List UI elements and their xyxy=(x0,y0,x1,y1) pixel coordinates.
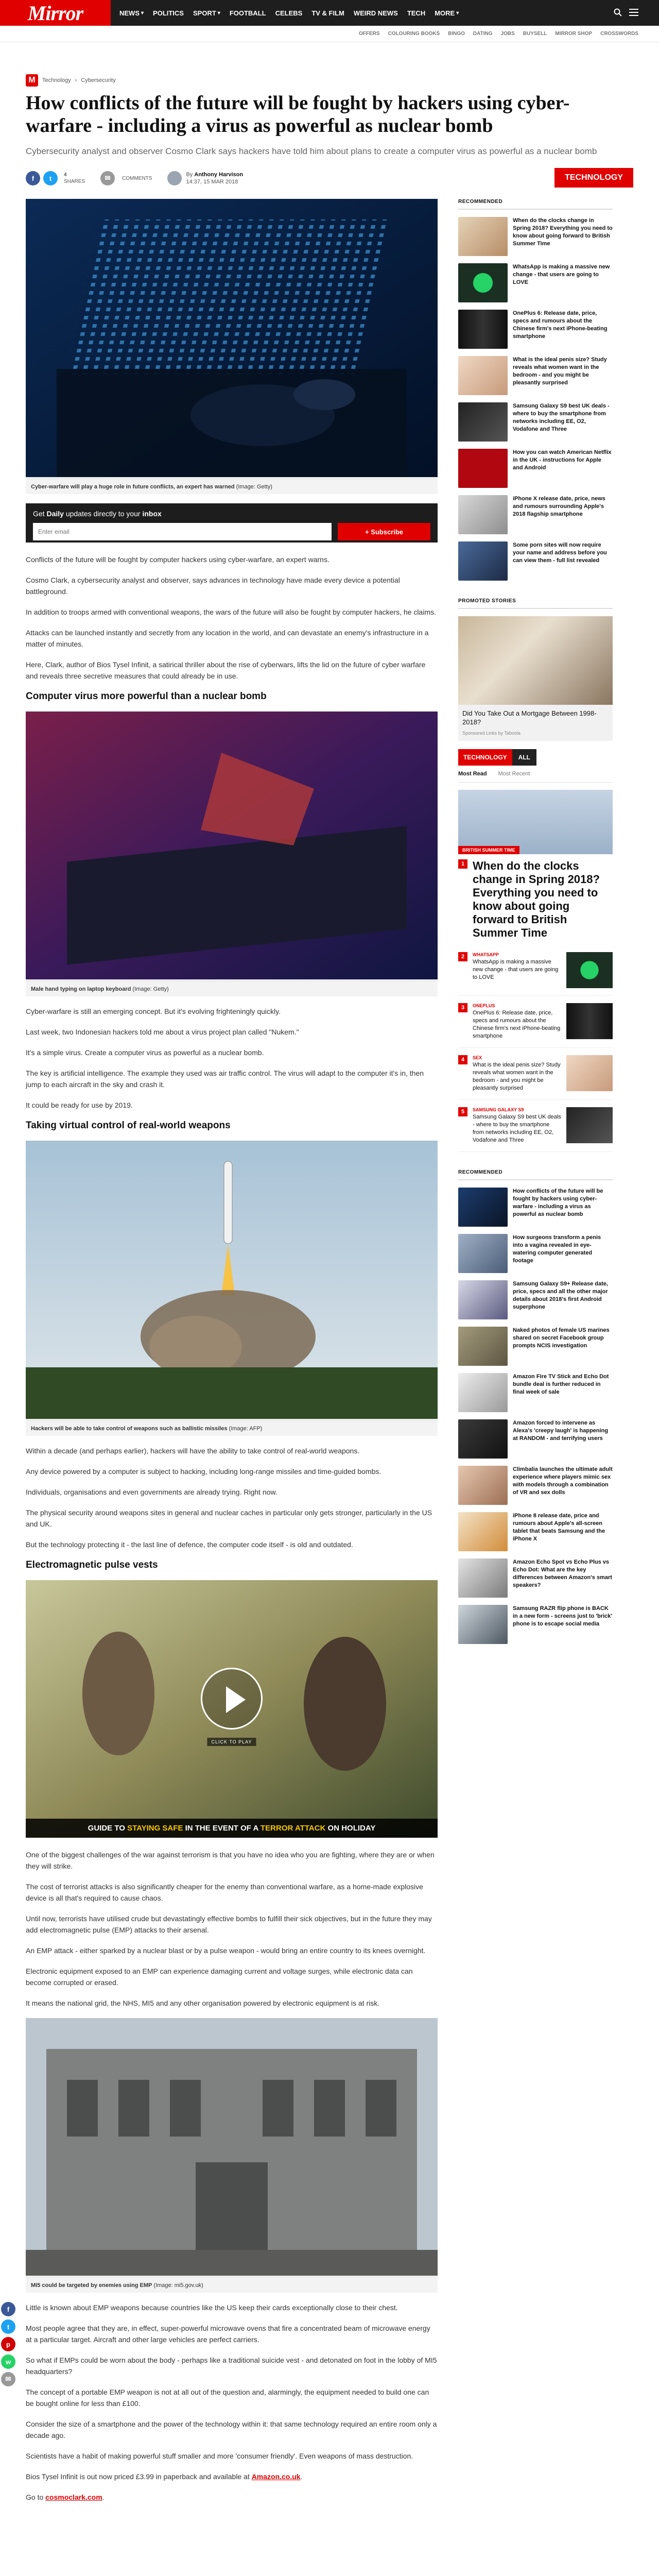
rank-number: 5 xyxy=(458,1107,467,1116)
recommended-item[interactable]: When do the clocks change in Spring 2018? Everything you need to know about going forward to British Summer Time xyxy=(458,217,613,256)
body-paragraph: Conflicts of the future will be fought by computer hackers using cyber-warfare, an expert warns. xyxy=(26,555,330,564)
article-meta xyxy=(26,168,633,189)
recommended-item[interactable]: Some porn sites will now require your name and address before you can view them - full list revealed xyxy=(458,541,613,581)
recommended-item[interactable]: Amazon Echo Spot vs Echo Plus vs Echo Dot: What are the key differences between Amazon's smart speakers? xyxy=(458,1558,613,1598)
subtab-most-recent[interactable]: Most Recent xyxy=(498,771,530,777)
recommended-item[interactable]: Samsung Galaxy S9+ Release date, price, specs and all the other major details about 2018's first Android superphone xyxy=(458,1280,613,1319)
video-player[interactable] xyxy=(26,1580,438,1838)
recommended-item[interactable]: Samsung Galaxy S9 best UK deals - where to buy the smartphone from networks including EE, O2, Vodafone and Three xyxy=(458,402,613,442)
subheading-virus: Computer virus more powerful than a nuclear bomb xyxy=(26,691,267,702)
nav-sport[interactable]: SPORT ▾ xyxy=(188,0,225,26)
menu-icon[interactable] xyxy=(629,9,638,18)
most-read-subtabs xyxy=(458,766,613,783)
recommended-heading-2: RECOMMENDED xyxy=(458,1170,613,1180)
body-paragraph: Here, Clark, author of Bios Tysel Infinit, a satirical thriller about the rise of cyberwars, lifts the lid on the future of cyber warfare and reveals three secretive measures that could already be in use. xyxy=(26,660,426,680)
body-paragraph: Attacks can be launched instantly and secretly from any location in the world, and can devastate an enemy's infrastructure in a matter of minutes. xyxy=(26,629,429,648)
email-share-icon[interactable]: ✉ xyxy=(1,2372,15,2386)
body-paragraph: The key is artificial intelligence. The example they used was air traffic control. The virus will adapt to the computer it's in, then jump to each aircraft in the sky and crash it. xyxy=(26,1069,424,1089)
body-paragraph: In addition to troops armed with conventional weapons, the wars of the future will also be fought by computer hackers, he claims. xyxy=(26,608,436,616)
recommended-item[interactable]: iPhone 8 release date, price and rumours about Apple's all-screen tablet that beats Samsung and the iPhone X xyxy=(458,1512,613,1551)
author-name[interactable]: Anthony Harvison xyxy=(194,172,244,178)
whatsapp-share-icon[interactable]: w xyxy=(1,2354,15,2369)
nav-politics[interactable]: POLITICS xyxy=(153,9,184,17)
subnav-dating[interactable]: DATING xyxy=(473,31,493,37)
page-wrapper xyxy=(5,42,633,2512)
body-paragraph: Electronic equipment exposed to an EMP can experience damaging current and voltage surges, while electronic data can become corrupted or erased. xyxy=(26,1967,413,1987)
rank-number: 4 xyxy=(458,1055,467,1064)
search-icon[interactable] xyxy=(614,8,622,18)
most-read-item[interactable]: 3 ONEPLUS OnePlus 6: Release date, price, specs and rumours about the Chinese firm's next iPhone-beating smartphone xyxy=(458,1003,613,1048)
hero-caption: Cyber-warfare will play a huge role in future conflicts, an expert has warned (Image: Getty) xyxy=(26,480,438,494)
promoted-source[interactable]: Sponsored Links by Taboola xyxy=(462,731,521,736)
nav-tech[interactable]: TECH xyxy=(407,9,426,17)
recommended-item[interactable]: Samsung RAZR flip phone is BACK in a new form - screens just to 'brick' phone is to escape social media xyxy=(458,1605,613,1644)
feature-label: BRITISH SUMMER TIME xyxy=(458,846,519,854)
sub-nav xyxy=(0,26,659,42)
recommended-thumb[interactable] xyxy=(458,1466,508,1505)
main-nav xyxy=(111,0,463,26)
hero-figure xyxy=(26,199,438,494)
subnav-mirror-shop[interactable]: MIRROR SHOP xyxy=(555,31,593,37)
book-paragraph: Bios Tysel Infinit is out now priced £3.99 in paperback and available at Amazon.co.uk. xyxy=(26,2472,303,2481)
newsletter-title: Get Daily updates directly to your inbox xyxy=(33,510,162,518)
subheading-emp: Electromagnetic pulse vests xyxy=(26,1560,158,1570)
subtab-most-read[interactable]: Most Read xyxy=(458,771,487,777)
body-paragraph: So what if EMPs could be worn about the body - perhaps like a traditional suicide vest - and detonated on foot in the lobby of MI5 headquarters? xyxy=(26,2356,437,2376)
share-count: 4 SHARES xyxy=(64,172,85,184)
recommended-thumb[interactable] xyxy=(458,1188,508,1227)
breadcrumb-separator: › xyxy=(75,77,77,83)
facebook-share-icon[interactable]: f xyxy=(26,171,40,185)
video-title-overlay: GUIDE TO STAYING SAFE IN THE EVENT OF A TERROR ATTACK ON HOLIDAY xyxy=(26,1819,438,1838)
recommended-thumb[interactable] xyxy=(458,1327,508,1366)
rank-number: 1 xyxy=(458,859,467,869)
body-paragraph: Last week, two Indonesian hackers told me about a virus project plan called "Nukem." xyxy=(26,1028,299,1036)
body-paragraph: It's a simple virus. Create a computer virus as powerful as a nuclear bomb. xyxy=(26,1048,264,1057)
most-read-item[interactable]: 5 SAMSUNG GALAXY S9 Samsung Galaxy S9 best UK deals - where to buy the smartphone from networks including EE, O2, Vodafone and Three xyxy=(458,1107,613,1152)
article-date: 14:37, 15 MAR 2018 xyxy=(186,179,238,185)
subnav-offers[interactable]: OFFERS xyxy=(359,31,380,37)
recommended-thumb[interactable] xyxy=(458,1280,508,1319)
mirror-logo[interactable]: Mirror xyxy=(0,0,111,26)
author-text: By Anthony Harvison 14:37, 15 MAR 2018 xyxy=(186,172,244,185)
recommended-item[interactable]: How conflicts of the future will be fought by hackers using cyber-warfare - including a virus as powerful as nuclear bomb xyxy=(458,1188,613,1227)
floating-share-rail xyxy=(1,2302,19,2386)
tab-all[interactable]: ALL xyxy=(512,749,536,766)
keyboard-figure xyxy=(26,711,438,996)
author-block xyxy=(167,171,243,185)
tab-technology[interactable]: TECHNOLOGY xyxy=(458,749,512,766)
body-paragraph: Individuals, organisations and even governments are already trying. Right now. xyxy=(26,1488,278,1496)
body-paragraph: Within a decade (and perhaps earlier), hackers will have the ability to take control of real-world weapons. xyxy=(26,1447,360,1455)
recommended-thumb[interactable] xyxy=(458,1512,508,1551)
recommended-item[interactable]: OnePlus 6: Release date, price, specs and rumours about the Chinese firm's next iPhone-beating smartphone xyxy=(458,310,613,349)
body-paragraph: Scientists have a habit of making powerful stuff smaller and more 'consumer friendly'. Even weapons of mass destruction. xyxy=(26,2452,413,2460)
promoted-image[interactable] xyxy=(458,616,613,705)
pinterest-share-icon[interactable]: p xyxy=(1,2337,15,2351)
body-paragraph: It could be ready for use by 2019. xyxy=(26,1101,133,1109)
share-rail-section xyxy=(5,2302,438,2503)
recommended-thumb[interactable] xyxy=(458,449,508,488)
content-columns xyxy=(5,199,633,2512)
nav-news[interactable]: NEWS ▾ xyxy=(115,0,148,26)
nav-tv-film[interactable]: TV & FILM xyxy=(311,9,344,17)
most-read-thumb[interactable] xyxy=(566,1003,613,1039)
article-title: How conflicts of the future will be fought by hackers using cyber-warfare - including a virus as powerful as nuclear bomb xyxy=(26,92,570,137)
recommended-thumb[interactable] xyxy=(458,402,508,442)
body-paragraph: The physical security around weapons sites in general and nuclear caches in particular only gets stronger, particularly in the US and UK. xyxy=(26,1509,432,1528)
recommended-thumb[interactable] xyxy=(458,310,508,349)
article-body xyxy=(5,199,438,2512)
body-paragraph: The cost of terrorist attacks is also significantly cheaper for the enemy than conventional warfare, as a home-made explosive device is all that's required to cause chaos. xyxy=(26,1883,423,1902)
body-paragraph: One of the biggest challenges of the war against terrorism is that you have no idea who you are fighting, where they are or when they will strike. xyxy=(26,1851,435,1870)
mirror-mark-icon[interactable]: M xyxy=(26,74,38,87)
nav-weird-news[interactable]: WEIRD NEWS xyxy=(353,9,398,17)
body-paragraph: An EMP attack - either sparked by a nuclear blast or by a pulse weapon - would bring an entire country to its knees overnight. xyxy=(26,1946,426,1955)
subnav-crosswords[interactable]: CROSSWORDS xyxy=(600,31,638,37)
recommended-thumb[interactable] xyxy=(458,217,508,256)
recommended-item[interactable]: How surgeons transform a penis into a vagina revealed in eye-watering computer generated footage xyxy=(458,1234,613,1273)
rank-number: 3 xyxy=(458,1003,467,1012)
mi5-figure xyxy=(26,2018,438,2293)
body-paragraph: Until now, terrorists have utilised crude but devastatingly effective bombs to fulfill their sick objectives, but in the future they may add electromagnetic pulse (EMP) attacks to their arsenal. xyxy=(26,1914,432,1934)
subnav-bingo[interactable]: BINGO xyxy=(448,31,465,37)
subnav-colouring-books[interactable]: COLOURING BOOKS xyxy=(388,31,440,37)
breadcrumb-technology[interactable]: Technology xyxy=(42,77,71,83)
body-paragraph: Cosmo Clark, a cybersecurity analyst and observer, says advances in technology have made every device a potential battleground. xyxy=(26,576,400,596)
website-paragraph: Go to cosmoclark.com. xyxy=(26,2493,105,2501)
click-to-play-label[interactable]: CLICK TO PLAY xyxy=(207,1738,256,1746)
play-button-icon[interactable] xyxy=(201,1668,263,1730)
most-read-item[interactable]: 2 WHATSAPP WhatsApp is making a massive new change - that users are going to LOVE xyxy=(458,952,613,996)
recommended-thumb[interactable] xyxy=(458,1558,508,1598)
missile-image xyxy=(26,1141,438,1419)
body-paragraph: Little is known about EMP weapons because countries like the US keep their cards exceptionally close to their chest. xyxy=(26,2303,398,2312)
rank-number: 2 xyxy=(458,952,467,961)
cosmoclark-link[interactable]: cosmoclark.com xyxy=(45,2493,102,2501)
recommended-heading: RECOMMENDED xyxy=(458,199,613,210)
breadcrumb xyxy=(26,74,633,87)
missile-caption: Hackers will be able to take control of weapons such as ballistic missiles (Image: AFP) xyxy=(26,1421,438,1436)
recommended-second xyxy=(458,1170,613,1644)
subscribe-button[interactable]: + Subscribe xyxy=(338,523,430,540)
recommended-item[interactable]: Naked photos of female US marines shared on secret Facebook group prompts NCIS investigation xyxy=(458,1327,613,1366)
newsletter-email-input[interactable] xyxy=(33,523,332,540)
subnav-jobs[interactable]: JOBS xyxy=(500,31,515,37)
body-paragraph: Any device powered by a computer is subject to hacking, including long-range missiles and time-guided bombs. xyxy=(26,1467,381,1476)
twitter-share-icon[interactable]: t xyxy=(1,2319,15,2334)
recommended-thumb[interactable] xyxy=(458,1419,508,1459)
article-standfirst: Cybersecurity analyst and observer Cosmo Clark says hackers have told him about plans to create a computer virus as powerful as a nuclear bomb xyxy=(26,146,597,156)
recommended-thumb[interactable] xyxy=(458,1373,508,1412)
feature-image[interactable] xyxy=(458,790,613,854)
promoted-text[interactable]: Did You Take Out a Mortgage Between 1998-2018? xyxy=(462,709,597,726)
comments-icon[interactable]: ✉ xyxy=(100,171,115,185)
comments-link[interactable]: COMMENTS xyxy=(122,175,152,181)
body-paragraph: It means the national grid, the NHS, MI5 and any other organisation powered by electronic equipment is at risk. xyxy=(26,1999,380,2007)
recommended-item[interactable]: Climbalia launches the ultimate adult experience where players mimic sex with models through a combination of VR and sex dolls xyxy=(458,1466,613,1505)
nav-celebs[interactable]: CELEBS xyxy=(275,9,303,17)
newsletter-form xyxy=(33,523,430,540)
subnav-buysell[interactable]: BUYSELL xyxy=(523,31,547,37)
amazon-link[interactable]: Amazon.co.uk xyxy=(251,2472,301,2481)
recommended-item[interactable]: Amazon Fire TV Stick and Echo Dot bundle deal is further reduced in final week of sale xyxy=(458,1373,613,1412)
most-read-thumb[interactable] xyxy=(566,952,613,988)
sidebar xyxy=(458,199,613,2512)
body-paragraph: The concept of a portable EMP weapon is not at all out of the question and, alarmingly, the equipment needed to build one can be bought online for less than £100. xyxy=(26,2388,429,2408)
most-read-thumb[interactable] xyxy=(566,1107,613,1143)
hero-image xyxy=(26,199,438,477)
recommended-item[interactable]: Amazon forced to intervene as Alexa's 'creepy laugh' is happening at RANDOM - and terrifying users xyxy=(458,1419,613,1459)
keyboard-image xyxy=(26,711,438,979)
twitter-share-icon[interactable]: t xyxy=(43,171,58,185)
missile-figure xyxy=(26,1141,438,1436)
feature-title[interactable]: When do the clocks change in Spring 2018? Everything you need to know about going forward to British Summer Time xyxy=(473,859,600,939)
most-read-feature[interactable] xyxy=(458,790,613,947)
nav-more[interactable]: MORE ▾ xyxy=(430,0,463,26)
recommended-item[interactable]: What is the ideal penis size? Study reveals what women want in the bedroom - and you might be pleasantly surprised xyxy=(458,356,613,395)
recommended-item[interactable]: How you can watch American Netflix in the UK - instructions for Apple and Android xyxy=(458,449,613,488)
recommended-thumb[interactable] xyxy=(458,356,508,395)
recommended-thumb[interactable] xyxy=(458,263,508,302)
recommended-thumb[interactable] xyxy=(458,1234,508,1273)
top-nav-bar xyxy=(0,0,659,26)
body-paragraph: Most people agree that they are, in effect, super-powerful microwave ovens that fire a concentrated beam of microwave energy at a particular target. Aircraft and other large vehicles are perfect carriers. xyxy=(26,2324,430,2344)
top-actions xyxy=(614,0,638,26)
recommended-thumb[interactable] xyxy=(458,495,508,534)
promoted-story[interactable] xyxy=(458,616,613,741)
body-paragraph: Cyber-warfare is still an emerging concept. But it's evolving frighteningly quickly. xyxy=(26,1007,281,1015)
body-paragraph: Consider the size of a smartphone and the power of the technology within it: that same technology required an entire room only a decade ago. xyxy=(26,2420,437,2439)
promoted-heading: PROMOTED STORIES xyxy=(458,598,613,609)
recommended-item[interactable]: WhatsApp is making a massive new change - that users are going to LOVE xyxy=(458,263,613,302)
recommended-item[interactable]: iPhone X release date, price, news and rumours surrounding Apple's 2018 flagship smartphone xyxy=(458,495,613,534)
recommended-thumb[interactable] xyxy=(458,1605,508,1644)
author-avatar[interactable] xyxy=(167,171,182,185)
most-read-thumb[interactable] xyxy=(566,1055,613,1091)
body-paragraph: But the technology protecting it - the last line of defence, the computer code itself - is old and outdated. xyxy=(26,1540,353,1549)
newsletter-signup xyxy=(26,503,438,543)
category-technology-button[interactable]: TECHNOLOGY xyxy=(554,168,633,188)
mi5-image xyxy=(26,2018,438,2276)
recommended-thumb[interactable] xyxy=(458,541,508,581)
most-read-tabs xyxy=(458,749,613,766)
nav-football[interactable]: FOOTBALL xyxy=(229,9,266,17)
most-read-item[interactable]: 4 SEX What is the ideal penis size? Study reveals what women want in the bedroom - and you might be pleasantly surprised xyxy=(458,1055,613,1100)
facebook-share-icon[interactable]: f xyxy=(1,2302,15,2316)
subheading-weapons: Taking virtual control of real-world weapons xyxy=(26,1120,231,1131)
breadcrumb-cybersecurity[interactable]: Cybersecurity xyxy=(81,77,116,83)
mi5-caption: MI5 could be targeted by enemies using EMP (Image: mi5.gov.uk) xyxy=(26,2278,438,2293)
keyboard-caption: Male hand typing on laptop keyboard (Image: Getty) xyxy=(26,982,438,996)
